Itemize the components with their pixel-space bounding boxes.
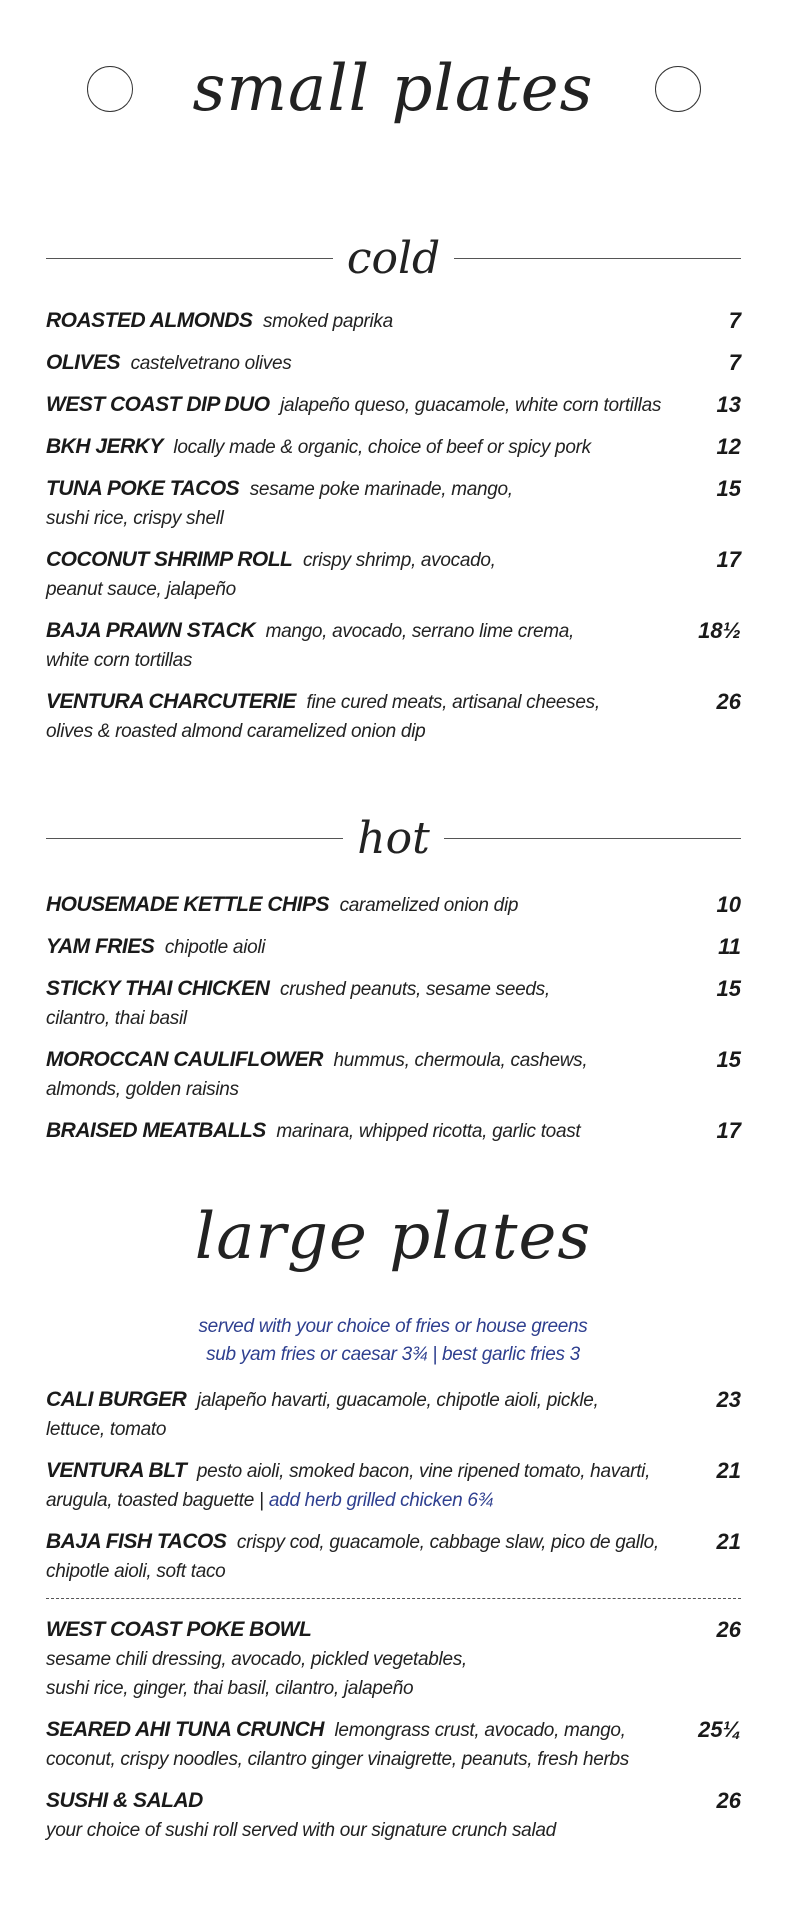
menu-item-text: [46, 390, 707, 420]
menu-item-name: BAJA FISH TACOS: [46, 1530, 227, 1553]
cold-heading: cold: [346, 232, 441, 284]
menu-item-price: 12: [716, 434, 741, 459]
note-line-1: served with your choice of fries or house greens: [198, 1316, 588, 1337]
menu-item-description-continued: chipotle aioli, soft taco: [46, 1561, 226, 1582]
menu-item-text: [46, 1527, 707, 1586]
menu-item-description-continued: coconut, crispy noodles, cilantro ginger vinaigrette, peanuts, fresh herbs: [46, 1749, 629, 1770]
divider-rule-right: [444, 838, 741, 839]
menu-item: [46, 474, 741, 533]
note-line-2: sub yam fries or caesar 3¾ | best garlic fries 3: [206, 1344, 580, 1365]
menu-item-price: 17: [716, 547, 741, 572]
menu-item-text: [46, 1045, 707, 1104]
menu-item-price: 26: [716, 689, 741, 714]
menu-item-text: [46, 545, 707, 604]
menu-item-name: COCONUT SHRIMP ROLL: [46, 548, 293, 571]
menu-item-name: SEARED AHI TUNA CRUNCH: [46, 1718, 324, 1741]
menu-item-description: fine cured meats, artisanal cheeses,: [306, 692, 600, 713]
menu-item-price: 15: [716, 976, 741, 1001]
menu-item-description-line: [46, 1075, 707, 1104]
menu-item-price: 15: [716, 476, 741, 501]
menu-item-name: CALI BURGER: [46, 1388, 187, 1411]
menu-item-name: SUSHI & SALAD: [46, 1789, 203, 1812]
menu-item-description-line: [46, 1745, 688, 1774]
menu-item-description-continued: sesame chili dressing, avocado, pickled vegetables,: [46, 1649, 467, 1670]
menu-item-text: [46, 432, 707, 462]
menu-item: [46, 432, 741, 462]
menu-item: [46, 616, 741, 675]
menu-item-description: chipotle aioli: [164, 937, 266, 958]
menu-item-name: HOUSEMADE KETTLE CHIPS: [46, 893, 330, 916]
menu-item-description-continued: sushi rice, crispy shell: [46, 508, 224, 529]
menu-item-description-line: [46, 1816, 707, 1845]
menu-item-name: WEST COAST DIP DUO: [46, 393, 270, 416]
menu-item-name: MOROCCAN CAULIFLOWER: [46, 1048, 323, 1071]
menu-item: [46, 306, 741, 336]
menu-item-description-continued: sushi rice, ginger, thai basil, cilantro, jalapeño: [46, 1678, 414, 1699]
menu-item-text: [46, 1116, 707, 1146]
menu-item-description-line: [46, 646, 688, 675]
menu-item: [46, 1786, 741, 1845]
menu-item-name: WEST COAST POKE BOWL: [46, 1618, 312, 1641]
menu-item-price: 13: [716, 392, 741, 417]
divider-rule-left: [46, 258, 333, 259]
hot-section-divider: [46, 808, 741, 868]
large-plates-note: [0, 1313, 786, 1369]
menu-item-price: 7: [728, 308, 741, 333]
menu-item-name: YAM FRIES: [46, 935, 155, 958]
menu-item-text: [46, 1786, 707, 1845]
menu-item-text: [46, 1385, 707, 1444]
menu-item-name: STICKY THAI CHICKEN: [46, 977, 270, 1000]
menu-item: [46, 1715, 741, 1774]
divider-rule-right: [454, 258, 741, 259]
menu-item-price: 17: [716, 1118, 741, 1143]
menu-item-description: sesame poke marinade, mango,: [249, 479, 513, 500]
menu-item-price: 21: [716, 1458, 741, 1483]
menu-item-description: smoked paprika: [262, 311, 393, 332]
menu-item-description: hummus, chermoula, cashews,: [333, 1050, 588, 1071]
menu-item: [46, 545, 741, 604]
large-items-list: [46, 1385, 741, 1857]
menu-item-text: [46, 1615, 707, 1703]
menu-item-description: mango, avocado, serrano lime crema,: [265, 621, 575, 642]
menu-item-description-line: [46, 717, 707, 746]
large-plates-title: large plates: [194, 1200, 592, 1274]
menu-item-text: [46, 1715, 688, 1774]
hot-items-list: [46, 890, 741, 1158]
menu-item-price: 10: [716, 892, 741, 917]
menu-item: [46, 390, 741, 420]
menu-item-description-line: [46, 1415, 707, 1444]
large-items-group-a: [46, 1385, 741, 1586]
menu-item-description-continued: almonds, golden raisins: [46, 1079, 239, 1100]
menu-item-text: [46, 932, 708, 962]
menu-item-description-continued: peanut sauce, jalapeño: [46, 579, 236, 600]
menu-item-description-continued: white corn tortillas: [46, 650, 193, 671]
menu-item-description: jalapeño queso, guacamole, white corn tortillas: [280, 395, 662, 416]
menu-item-text: [46, 348, 719, 378]
menu-item-description-continued: olives & roasted almond caramelized onion dip: [46, 721, 426, 742]
menu-item: [46, 1527, 741, 1586]
menu-item: [46, 1456, 741, 1515]
menu-item-description: castelvetrano olives: [130, 353, 292, 374]
menu-item-description-continued: your choice of sushi roll served with our signature crunch salad: [46, 1820, 556, 1841]
menu-item-price: 26: [716, 1788, 741, 1813]
menu-item-description: locally made & organic, choice of beef or spicy pork: [173, 437, 591, 458]
menu-item-description: pesto aioli, smoked bacon, vine ripened tomato, havarti,: [196, 1461, 651, 1482]
hot-heading: hot: [357, 812, 430, 864]
menu-item-price: 25¼: [698, 1717, 741, 1742]
menu-item-name: ROASTED ALMONDS: [46, 309, 253, 332]
menu-item-price: 15: [716, 1047, 741, 1072]
menu-item-description-continued: cilantro, thai basil: [46, 1008, 187, 1029]
menu-item: [46, 348, 741, 378]
cold-section-divider: [46, 228, 741, 288]
menu-item-description: marinara, whipped ricotta, garlic toast: [276, 1121, 581, 1142]
menu-item-price: 18½: [698, 618, 741, 643]
menu-item-description: crispy shrimp, avocado,: [302, 550, 496, 571]
menu-item-description: jalapeño havarti, guacamole, chipotle aioli, pickle,: [196, 1390, 599, 1411]
menu-item-description-line: [46, 504, 707, 533]
large-items-group-b: [46, 1615, 741, 1845]
menu-item-price: 23: [716, 1387, 741, 1412]
divider-rule-left: [46, 838, 343, 839]
menu-item-description-line: [46, 1645, 707, 1674]
menu-item-description-line: [46, 575, 707, 604]
small-plates-title: small plates: [192, 52, 594, 126]
menu-item-name: VENTURA CHARCUTERIE: [46, 690, 296, 713]
menu-item-text: [46, 974, 707, 1033]
menu-item-description-continued: arugula, toasted baguette |: [46, 1490, 264, 1511]
menu-item-price: 7: [728, 350, 741, 375]
menu-item-name: VENTURA BLT: [46, 1459, 187, 1482]
menu-item-price: 26: [716, 1617, 741, 1642]
cold-items-list: [46, 306, 741, 758]
menu-item-text: [46, 474, 707, 533]
menu-item-description-line: [46, 1486, 707, 1515]
menu-item: [46, 1116, 741, 1146]
menu-item-text: [46, 616, 688, 675]
menu-item-price: 21: [716, 1529, 741, 1554]
menu-item: [46, 687, 741, 746]
menu-item-description: crispy cod, guacamole, cabbage slaw, pico de gallo,: [236, 1532, 659, 1553]
menu-item: [46, 1045, 741, 1104]
menu-item-description: lemongrass crust, avocado, mango,: [334, 1720, 626, 1741]
dashed-separator: [46, 1598, 741, 1599]
menu-item-description: crushed peanuts, sesame seeds,: [280, 979, 550, 1000]
menu-item-name: BRAISED MEATBALLS: [46, 1119, 266, 1142]
menu-item-description-continued: lettuce, tomato: [46, 1419, 167, 1440]
menu-item-text: [46, 890, 707, 920]
menu-item: [46, 932, 741, 962]
menu-item-text: [46, 306, 719, 336]
menu-item-description-line: [46, 1557, 707, 1586]
menu-item: [46, 1385, 741, 1444]
menu-item: [46, 1615, 741, 1703]
menu-item: [46, 974, 741, 1033]
menu-item-text: [46, 1456, 707, 1515]
menu-item: [46, 890, 741, 920]
menu-item-price: 11: [718, 934, 741, 959]
menu-item-name: BAJA PRAWN STACK: [46, 619, 256, 642]
menu-item-description-line: [46, 1004, 707, 1033]
menu-item-name: BKH JERKY: [46, 435, 163, 458]
menu-item-addon: add herb grilled chicken 6¾: [268, 1490, 494, 1511]
menu-item-text: [46, 687, 707, 746]
menu-item-name: OLIVES: [46, 351, 121, 374]
menu-item-description: caramelized onion dip: [339, 895, 519, 916]
menu-item-name: TUNA POKE TACOS: [46, 477, 240, 500]
